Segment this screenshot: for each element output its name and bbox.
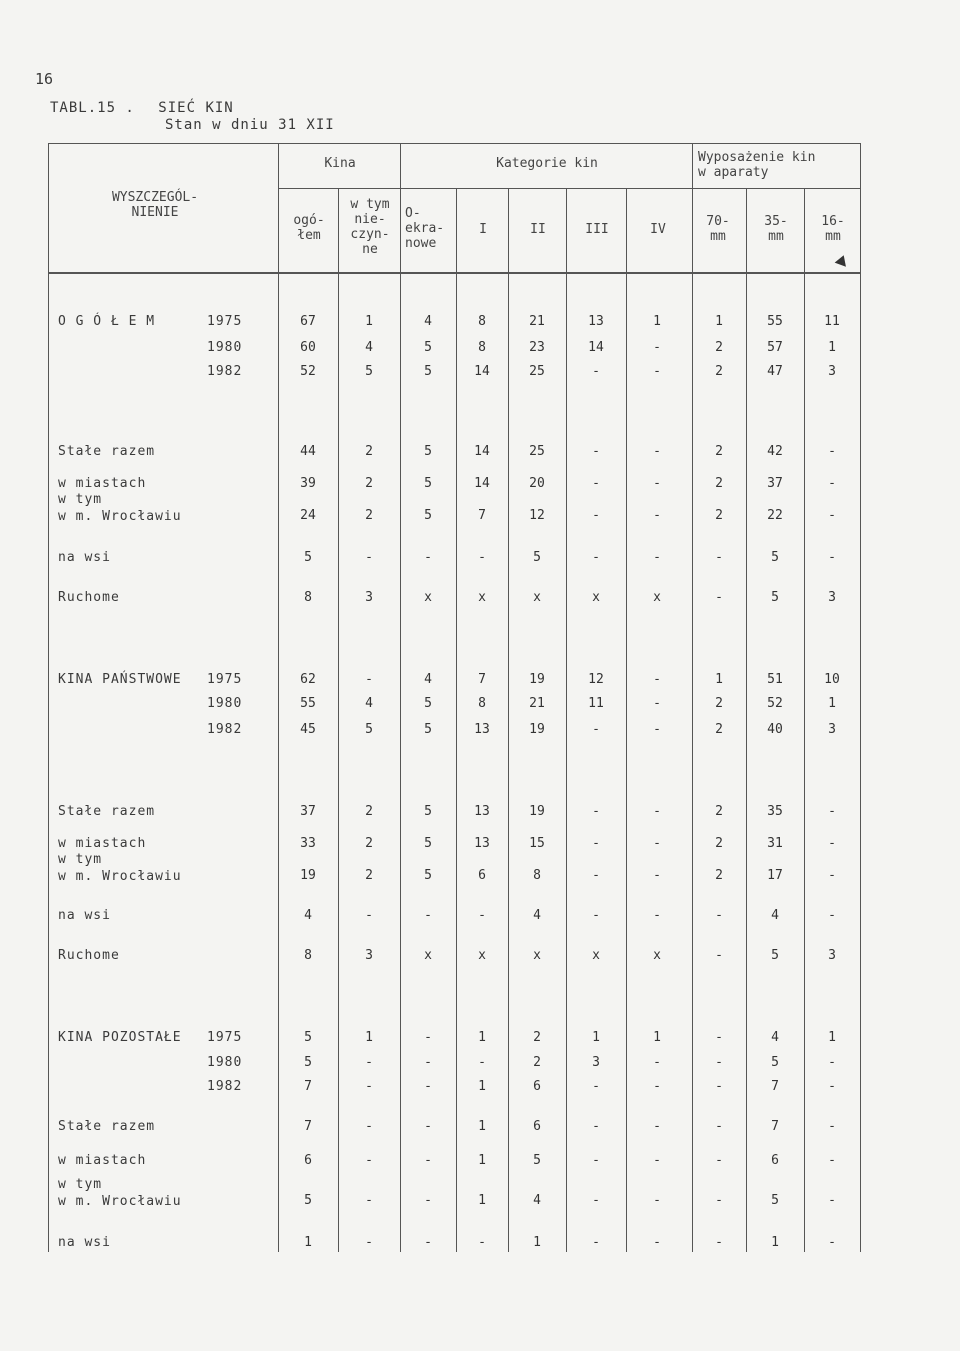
table-cell: 21 [529, 314, 545, 329]
table-cell: 1 [715, 314, 723, 329]
row-label: w miastach [58, 836, 147, 851]
table-cell: 5 [424, 722, 432, 737]
table-cell: 5 [304, 1193, 312, 1208]
table-cell: - [715, 590, 723, 605]
table-cell: x [592, 948, 600, 963]
table-cell: 2 [533, 1055, 541, 1070]
table-cell: 5 [771, 550, 779, 565]
table-cell: 33 [300, 836, 316, 851]
grid-vline [566, 188, 567, 1252]
table-cell: 60 [300, 340, 316, 355]
header-kat-1: I [479, 222, 487, 237]
table-cell: 6 [478, 868, 486, 883]
table-cell: 5 [424, 340, 432, 355]
table-cell: 40 [767, 722, 783, 737]
table-cell: - [828, 1235, 836, 1250]
table-cell: 5 [771, 948, 779, 963]
table-cell: 1 [715, 672, 723, 687]
table-cell: 24 [300, 508, 316, 523]
table-cell: 6 [304, 1153, 312, 1168]
table-cell: - [592, 1193, 600, 1208]
table-cell: - [592, 508, 600, 523]
table-cell: 5 [304, 550, 312, 565]
table-cell: 55 [767, 314, 783, 329]
table-cell: 11 [588, 696, 604, 711]
grid-vline [746, 188, 747, 1252]
table-cell: - [478, 550, 486, 565]
table-cell: 42 [767, 444, 783, 459]
table-cell: x [533, 590, 541, 605]
table-cell: - [715, 1153, 723, 1168]
table-cell: 14 [474, 364, 490, 379]
table-cell: 3 [828, 948, 836, 963]
row-label: w tym w m. Wrocławiu [58, 492, 182, 524]
table-cell: 5 [771, 1055, 779, 1070]
table-cell: - [828, 868, 836, 883]
table-cell: 8 [478, 314, 486, 329]
table-cell: - [592, 1119, 600, 1134]
table-cell: - [653, 364, 661, 379]
table-cell: - [653, 340, 661, 355]
table-cell: x [424, 590, 432, 605]
row-year: 1975 [207, 314, 243, 329]
table-cell: - [424, 1030, 432, 1045]
table-cell: 12 [529, 508, 545, 523]
header-stub: WYSZCZEGÓL- NIENIE [111, 190, 199, 220]
table-cell: - [653, 722, 661, 737]
table-cell: 3 [828, 364, 836, 379]
table-cell: - [653, 696, 661, 711]
table-cell: 14 [474, 444, 490, 459]
table-cell: 8 [478, 696, 486, 711]
table-cell: - [365, 1119, 373, 1134]
table-cell: 5 [424, 364, 432, 379]
table-cell: - [365, 672, 373, 687]
row-label: na wsi [58, 908, 111, 923]
table-cell: - [592, 476, 600, 491]
table-cell: 1 [478, 1030, 486, 1045]
header-kina: Kina [324, 156, 356, 171]
table-cell: 3 [365, 590, 373, 605]
grid-vline [692, 143, 693, 1252]
grid-hline [278, 188, 860, 189]
table-cell: 25 [529, 444, 545, 459]
table-cell: 2 [365, 804, 373, 819]
table-cell: 2 [715, 340, 723, 355]
table-cell: - [592, 1235, 600, 1250]
table-name: SIEĆ KIN [158, 100, 234, 116]
row-year: 1980 [207, 696, 243, 711]
table-cell: 1 [478, 1193, 486, 1208]
table-cell: 3 [828, 722, 836, 737]
table-cell: 5 [304, 1030, 312, 1045]
table-cell: - [653, 1119, 661, 1134]
table-cell: 1 [828, 696, 836, 711]
table-cell: 1 [653, 1030, 661, 1045]
table-cell: 1 [478, 1079, 486, 1094]
table-cell: 13 [588, 314, 604, 329]
table-cell: 5 [365, 364, 373, 379]
table-cell: 19 [300, 868, 316, 883]
table-cell: - [592, 804, 600, 819]
table-cell: 1 [771, 1235, 779, 1250]
table-cell: 19 [529, 804, 545, 819]
table-cell: - [365, 908, 373, 923]
table-cell: 1 [478, 1119, 486, 1134]
header-oekranowe: O- ekra- nowe [405, 206, 445, 251]
grid-vline [338, 188, 339, 1252]
table-cell: 4 [533, 1193, 541, 1208]
table-cell: 1 [304, 1235, 312, 1250]
table-cell: - [653, 444, 661, 459]
table-cell: - [715, 1119, 723, 1134]
header-kategorie: Kategorie kin [496, 156, 598, 171]
table-cell: 4 [771, 908, 779, 923]
table-cell: 2 [365, 508, 373, 523]
header-kat-2: II [530, 222, 546, 237]
table-cell: - [653, 1055, 661, 1070]
table-cell: - [828, 476, 836, 491]
table-cell: 14 [474, 476, 490, 491]
table-cell: - [424, 550, 432, 565]
row-label: Ruchome [58, 590, 120, 605]
table-cell: 67 [300, 314, 316, 329]
table-cell: 7 [304, 1079, 312, 1094]
table-cell: 2 [715, 722, 723, 737]
table-cell: - [828, 836, 836, 851]
table-cell: 31 [767, 836, 783, 851]
table-cell: 5 [424, 508, 432, 523]
row-year: 1982 [207, 722, 243, 737]
table-cell: 4 [365, 696, 373, 711]
table-cell: 7 [771, 1119, 779, 1134]
grid-hline [48, 273, 860, 274]
table-cell: - [715, 948, 723, 963]
grid-vline [278, 143, 279, 1252]
table-cell: 39 [300, 476, 316, 491]
table-cell: 35 [767, 804, 783, 819]
table-cell: - [592, 722, 600, 737]
table-cell: 62 [300, 672, 316, 687]
table-cell: - [424, 1193, 432, 1208]
table-cell: - [424, 1079, 432, 1094]
header-kat-3: III [585, 222, 609, 237]
table-cell: 2 [715, 444, 723, 459]
table-cell: x [533, 948, 541, 963]
table-cell: 3 [365, 948, 373, 963]
table-cell: - [715, 908, 723, 923]
table-cell: 4 [533, 908, 541, 923]
table-cell: 5 [424, 836, 432, 851]
table-cell: 17 [767, 868, 783, 883]
table-cell: 6 [771, 1153, 779, 1168]
header-ogolem: ogó- łem [293, 213, 325, 243]
table-cell: - [365, 1153, 373, 1168]
grid-vline [804, 188, 805, 1252]
grid-vline [400, 143, 401, 1252]
row-label: Stałe razem [58, 444, 156, 459]
table-cell: 45 [300, 722, 316, 737]
table-cell: 19 [529, 672, 545, 687]
table-cell: x [478, 590, 486, 605]
table-cell: - [828, 550, 836, 565]
table-cell: - [365, 1055, 373, 1070]
table-cell: 6 [533, 1079, 541, 1094]
grid-hline [48, 143, 860, 144]
table-cell: 2 [715, 364, 723, 379]
table-cell: 1 [365, 1030, 373, 1045]
table-cell: 2 [715, 804, 723, 819]
table-cell: - [715, 1079, 723, 1094]
table-cell: - [653, 476, 661, 491]
table-cell: 13 [474, 836, 490, 851]
table-cell: 13 [474, 722, 490, 737]
table-cell: x [478, 948, 486, 963]
table-cell: - [478, 1055, 486, 1070]
table-cell: 25 [529, 364, 545, 379]
table-cell: - [592, 868, 600, 883]
header-wyposazenie: Wyposażenie kin w aparaty [698, 150, 816, 180]
table-cell: 11 [824, 314, 840, 329]
table-cell: 52 [300, 364, 316, 379]
table-cell: 8 [478, 340, 486, 355]
table-cell: 8 [533, 868, 541, 883]
header-16mm: 16- mm [821, 214, 845, 244]
table-cell: 37 [767, 476, 783, 491]
table-cell: - [653, 550, 661, 565]
table-cell: x [653, 590, 661, 605]
table-cell: 2 [715, 868, 723, 883]
table-cell: 2 [715, 476, 723, 491]
row-label: w tym w m. Wrocławiu [58, 852, 182, 884]
table-cell: - [715, 1030, 723, 1045]
table-cell: 3 [828, 590, 836, 605]
table-cell: - [592, 1079, 600, 1094]
table-cell: 1 [478, 1153, 486, 1168]
table-cell: 7 [304, 1119, 312, 1134]
table-cell: - [653, 908, 661, 923]
table-cell: 2 [715, 508, 723, 523]
row-label: O G Ó Ł E M [58, 314, 156, 329]
table-cell: 2 [365, 476, 373, 491]
grid-vline [48, 143, 49, 1252]
table-cell: 55 [300, 696, 316, 711]
row-year: 1982 [207, 364, 243, 379]
table-cell: - [365, 1235, 373, 1250]
row-label: na wsi [58, 550, 111, 565]
table-cell: - [592, 836, 600, 851]
table-cell: - [592, 444, 600, 459]
table-cell: 1 [828, 340, 836, 355]
page-number: 16 [35, 70, 54, 88]
table-cell: 5 [365, 722, 373, 737]
table-subtitle: Stan w dniu 31 XII [165, 117, 335, 133]
table-cell: - [653, 508, 661, 523]
table-cell: 7 [771, 1079, 779, 1094]
row-label: KINA POZOSTAŁE [58, 1030, 182, 1045]
table-cell: - [828, 1193, 836, 1208]
row-label: w tym w m. Wrocławiu [58, 1177, 182, 1209]
table-cell: - [828, 1079, 836, 1094]
table-cell: - [365, 550, 373, 565]
table-cell: 13 [474, 804, 490, 819]
table-cell: x [653, 948, 661, 963]
table-cell: - [424, 1153, 432, 1168]
table-cell: 8 [304, 948, 312, 963]
table-cell: 37 [300, 804, 316, 819]
table-cell: - [653, 1193, 661, 1208]
table-cell: - [715, 1193, 723, 1208]
row-year: 1975 [207, 1030, 243, 1045]
row-label: KINA PAŃSTWOWE [58, 672, 182, 687]
row-label: Stałe razem [58, 1119, 156, 1134]
table-cell: 4 [424, 672, 432, 687]
table-cell: 5 [304, 1055, 312, 1070]
row-year: 1980 [207, 340, 243, 355]
table-cell: 8 [304, 590, 312, 605]
table-cell: 5 [533, 1153, 541, 1168]
table-cell: 19 [529, 722, 545, 737]
table-cell: 5 [424, 444, 432, 459]
table-cell: - [828, 1153, 836, 1168]
table-cell: - [653, 672, 661, 687]
table-cell: 7 [478, 508, 486, 523]
table-cell: - [828, 908, 836, 923]
table-cell: - [478, 908, 486, 923]
row-year: 1975 [207, 672, 243, 687]
table-cell: - [478, 1235, 486, 1250]
table-cell: 2 [365, 836, 373, 851]
table-cell: 5 [424, 804, 432, 819]
corner-mark [835, 253, 850, 267]
row-label: na wsi [58, 1235, 111, 1250]
table-cell: - [828, 804, 836, 819]
table-cell: 52 [767, 696, 783, 711]
table-cell: 4 [771, 1030, 779, 1045]
table-cell: 2 [715, 836, 723, 851]
grid-vline [626, 188, 627, 1252]
table-cell: - [828, 1119, 836, 1134]
row-label: w miastach [58, 476, 147, 491]
table-cell: 2 [365, 868, 373, 883]
header-nieczynne: w tym nie- czyn- ne [350, 197, 390, 257]
table-cell: - [592, 908, 600, 923]
table-cell: 15 [529, 836, 545, 851]
table-cell: 22 [767, 508, 783, 523]
table-cell: 21 [529, 696, 545, 711]
table-cell: 1 [533, 1235, 541, 1250]
table-cell: 6 [533, 1119, 541, 1134]
table-cell: 10 [824, 672, 840, 687]
table-cell: - [715, 550, 723, 565]
table-cell: 4 [424, 314, 432, 329]
row-year: 1982 [207, 1079, 243, 1094]
table-cell: 1 [828, 1030, 836, 1045]
table-number: TABL.15 . [50, 100, 135, 116]
table-cell: 1 [653, 314, 661, 329]
table-cell: - [653, 1079, 661, 1094]
row-year: 1980 [207, 1055, 243, 1070]
table-cell: - [592, 364, 600, 379]
table-cell: - [424, 908, 432, 923]
table-cell: 57 [767, 340, 783, 355]
table-cell: - [592, 550, 600, 565]
table-cell: 5 [771, 1193, 779, 1208]
table-cell: 51 [767, 672, 783, 687]
table-cell: 1 [592, 1030, 600, 1045]
table-cell: - [828, 1055, 836, 1070]
row-label: Ruchome [58, 948, 120, 963]
header-kat-4: IV [650, 222, 666, 237]
table-cell: 5 [424, 868, 432, 883]
row-label: Stałe razem [58, 804, 156, 819]
header-35mm: 35- mm [764, 214, 788, 244]
header-70mm: 70- mm [706, 214, 730, 244]
table-title [50, 100, 248, 116]
table-cell: 1 [365, 314, 373, 329]
table-cell: - [424, 1235, 432, 1250]
table-cell: 4 [365, 340, 373, 355]
table-cell: 47 [767, 364, 783, 379]
table-cell: - [653, 1235, 661, 1250]
table-cell: 5 [424, 476, 432, 491]
table-cell: 5 [771, 590, 779, 605]
table-cell: 23 [529, 340, 545, 355]
table-cell: 44 [300, 444, 316, 459]
table-cell: 20 [529, 476, 545, 491]
row-label: w miastach [58, 1153, 147, 1168]
table-cell: - [424, 1119, 432, 1134]
table-cell: - [715, 1235, 723, 1250]
table-cell: x [592, 590, 600, 605]
table-cell: - [424, 1055, 432, 1070]
table-cell: 12 [588, 672, 604, 687]
table-cell: - [715, 1055, 723, 1070]
table-cell: - [828, 444, 836, 459]
table-cell: - [653, 1153, 661, 1168]
table-cell: - [828, 508, 836, 523]
grid-vline [860, 143, 861, 1252]
table-cell: 7 [478, 672, 486, 687]
table-cell: 3 [592, 1055, 600, 1070]
table-cell: 4 [304, 908, 312, 923]
table-cell: - [653, 868, 661, 883]
table-cell: 2 [715, 696, 723, 711]
table-cell: - [653, 804, 661, 819]
grid-vline [508, 188, 509, 1252]
table-cell: 5 [533, 550, 541, 565]
table-cell: 14 [588, 340, 604, 355]
table-cell: x [424, 948, 432, 963]
table-cell: 2 [533, 1030, 541, 1045]
table-cell: 5 [424, 696, 432, 711]
table-cell: - [365, 1079, 373, 1094]
table-cell: - [365, 1193, 373, 1208]
table-cell: - [592, 1153, 600, 1168]
table-cell: 2 [365, 444, 373, 459]
table-cell: - [653, 836, 661, 851]
